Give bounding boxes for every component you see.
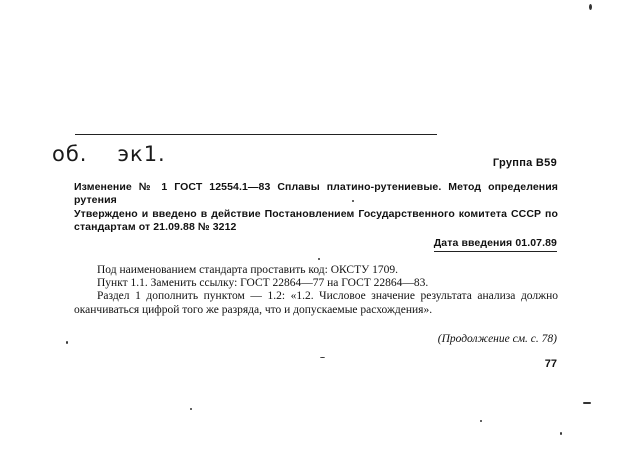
scan-speck <box>560 432 562 435</box>
handwritten-note-part-1: об. <box>52 142 88 166</box>
scan-speck <box>352 200 354 202</box>
paragraph-section-addition: Раздел 1 дополнить пунктом — 1.2: «1.2. Числовое значение результата анализа должно оканчиваться цифрой того же разряда, что и допускаемые расхождения». <box>74 290 558 316</box>
approval-statement: Утверждено и введено в действие Постановлением Государственного комитета СССР по стандартам от 21.09.88 № 3212 <box>74 208 558 233</box>
scan-speck <box>66 341 68 344</box>
scan-speck <box>480 420 482 422</box>
group-label: Группа В59 <box>492 157 557 169</box>
effective-date-label: Дата введения <box>433 237 513 249</box>
handwritten-note-part-2: эк1. <box>117 142 166 166</box>
scan-speck <box>320 357 325 358</box>
effective-date-value: 01.07.89 <box>515 237 557 249</box>
continuation-note: (Продолжение см. с. 78) <box>437 333 557 345</box>
scan-speck <box>190 408 192 410</box>
page-number: 77 <box>544 358 557 370</box>
top-horizontal-rule <box>75 134 437 135</box>
amendment-title: Изменение № 1 ГОСТ 12554.1—83 Сплавы платино-рутениевые. Метод определения рутения <box>74 181 558 206</box>
paragraph-reference-replacement: Пункт 1.1. Заменить ссылку: ГОСТ 22864—77 на ГОСТ 22864—83. <box>97 277 429 289</box>
scan-speck <box>318 258 320 260</box>
scan-speck <box>589 4 592 10</box>
scan-speck <box>583 402 591 404</box>
paragraph-okstu-code: Под наименованием стандарта проставить код: ОКСТУ 1709. <box>97 264 398 276</box>
effective-date <box>434 237 557 252</box>
handwritten-note <box>52 142 166 166</box>
